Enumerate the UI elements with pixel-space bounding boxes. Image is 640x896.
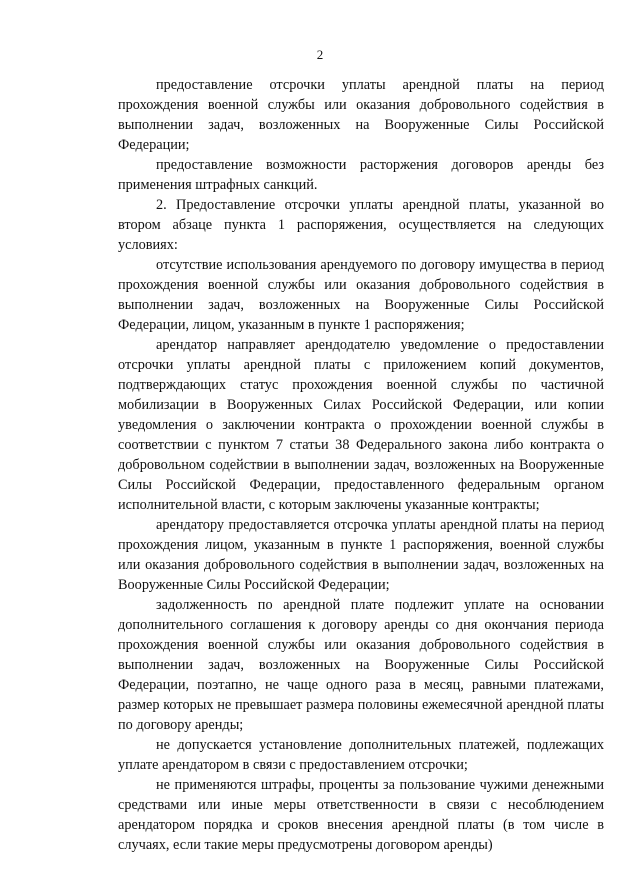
document-body (118, 75, 604, 855)
paragraph-condition-debt-payment: задолженность по арендной плате подлежит уплате на основании дополнительного соглашения к договору аренды со дня окончания периода прохождения военной службы или оказания добровольного содействия в выполнении задач, возложенных на Вооруженные Силы Российской Федерации, поэтапно, не чаще одного раза в месяц, равными платежами, размер которых не превышает размера половины ежемесячной арендной платы по договору аренды; (118, 597, 604, 733)
paragraph-condition-no-use: отсутствие использования арендуемого по договору имущества в период прохождения военной службы или оказания добровольного содействия в выполнении задач, возложенных на Вооруженные Силы Российской Федерации, лицом, указанным в пункте 1 распоряжения; (118, 257, 604, 333)
paragraph-condition-no-extra-payments: не допускается установление дополнительных платежей, подлежащих уплате арендатором в связи с предоставлением отсрочки; (118, 737, 604, 773)
page-number: 2 (316, 47, 324, 62)
paragraph-condition-no-penalties: не применяются штрафы, проценты за пользование чужими денежными средствами или иные меры ответственности в связи с несоблюдением арендатором порядка и сроков внесения арендной платы (в том числе в случаях, если такие меры предусмотрены договором аренды) (118, 777, 604, 853)
paragraph-condition-deferral-period: арендатору предоставляется отсрочка уплаты арендной платы на период прохождения лицом, указанным в пункте 1 распоряжения, военной службы или оказания добровольного содействия в выполнении задач, возложенных на Вооруженные Силы Российской Федерации; (118, 517, 604, 593)
paragraph-termination-option: предоставление возможности расторжения договоров аренды без применения штрафных санкций. (118, 157, 604, 193)
paragraph-condition-notice: арендатор направляет арендодателю уведомление о предоставлении отсрочки уплаты арендной платы с приложением копий документов, подтверждающих статус прохождения военной службы по частичной мобилизации в Вооруженных Силах Российской Федерации, или копии уведомления о заключении контракта о прохождении военной службы в соответствии с пунктом 7 статьи 38 Федерального закона либо контракта о добровольном содействии в выполнении задач, возложенных на Вооруженные Силы Российской Федерации, предоставленного федеральным органом исполнительной власти, с которым заключены указанные контракты; (118, 337, 604, 513)
paragraph-section-2: 2. Предоставление отсрочки уплаты арендной платы, указанной во втором абзаце пункта 1 распоряжения, осуществляется на следующих условиях: (118, 197, 604, 253)
paragraph-deferral-rent: предоставление отсрочки уплаты арендной платы на период прохождения военной службы или оказания добровольного содействия в выполнении задач, возложенных на Вооруженные Силы Российской Федерации; (118, 77, 604, 153)
